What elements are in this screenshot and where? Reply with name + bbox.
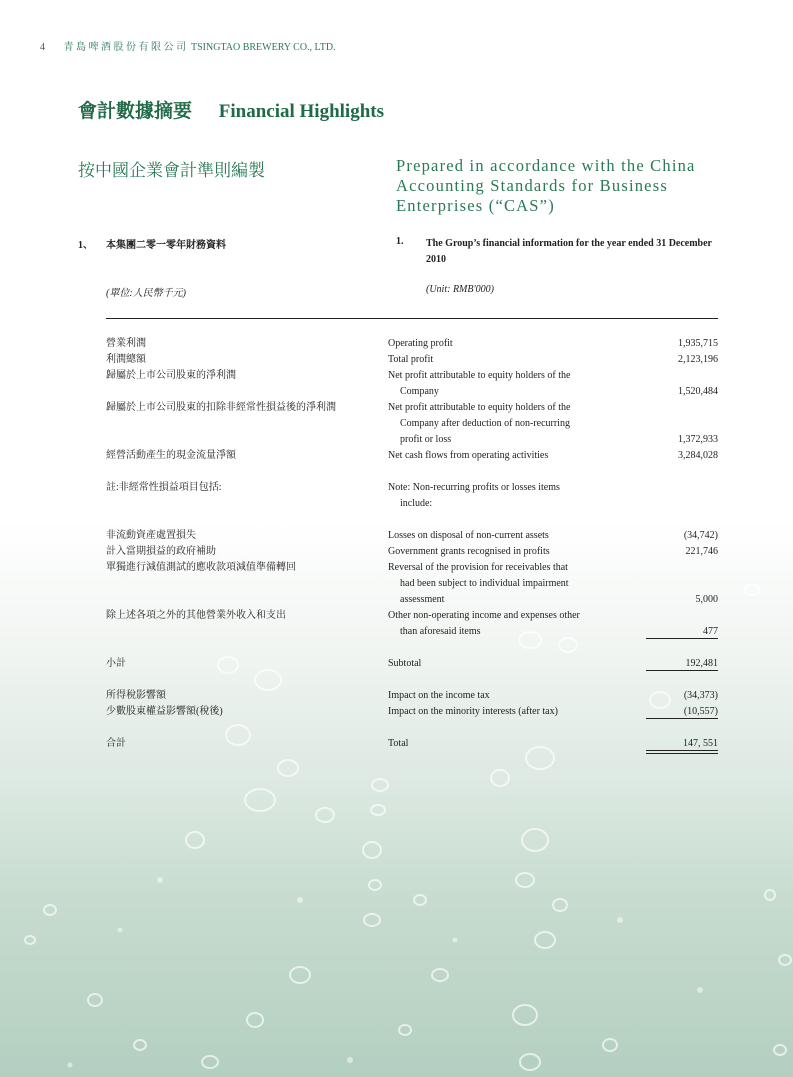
row-label-en bbox=[388, 736, 628, 752]
row-label-en-line: Total profit bbox=[388, 354, 434, 365]
table-top-rule bbox=[106, 318, 718, 319]
row-label-en bbox=[388, 656, 628, 672]
row-label-en bbox=[388, 400, 628, 448]
row-label-en-line: Total bbox=[388, 738, 409, 749]
row-value: 3,284,028 bbox=[678, 450, 718, 461]
section-title-en: The Group’s financial information for the year ended 31 December 2010 bbox=[426, 238, 712, 265]
page-title-cn: 會計數據摘要 bbox=[78, 101, 193, 122]
row-label-en-line: Impact on the income tax bbox=[388, 690, 490, 701]
row-label-cn: 註:非經常性損益項目包括: bbox=[106, 482, 222, 493]
row-label-en-line: assessment bbox=[400, 594, 445, 605]
section-number-en: 1. bbox=[396, 236, 404, 247]
row-label-en-line: Reversal of the provision for receivables that bbox=[388, 562, 568, 573]
total-double-underline bbox=[646, 753, 718, 754]
row-label-cn: 少數股東權益影響額(稅後) bbox=[106, 706, 223, 717]
row-label-en-line: Company bbox=[400, 386, 439, 397]
subtotal-rule bbox=[646, 638, 718, 639]
row-label-en bbox=[388, 544, 628, 560]
row-label-en bbox=[388, 528, 628, 544]
row-label-en-line: Other non-operating income and expenses other bbox=[388, 610, 580, 621]
total-underline bbox=[646, 750, 718, 751]
row-label-cn: 歸屬於上市公司股東的扣除非經常性損益後的淨利潤 bbox=[106, 402, 336, 413]
row-label-en-line: Subtotal bbox=[388, 658, 422, 669]
row-value: 477 bbox=[703, 626, 718, 637]
row-label-en-line: Losses on disposal of non-current assets bbox=[388, 530, 549, 541]
row-label-en bbox=[388, 688, 628, 704]
row-label-en-line: Net profit attributable to equity holders of the bbox=[388, 370, 571, 381]
row-value: 1,935,715 bbox=[678, 338, 718, 349]
row-value: 1,520,484 bbox=[678, 386, 718, 397]
section-number-cn: 1、 bbox=[78, 240, 93, 251]
subtitle-en: Prepared in accordance with the China Accounting Standards for Business Enterprises (“CAS”) bbox=[396, 156, 696, 215]
row-label-en-line: Net cash flows from operating activities bbox=[388, 450, 549, 461]
row-label-en bbox=[388, 336, 628, 352]
row-label-cn: 所得稅影響額 bbox=[106, 690, 166, 701]
row-label-en-line: Impact on the minority interests (after tax) bbox=[388, 706, 558, 717]
row-value: 192,481 bbox=[685, 658, 718, 669]
row-label-en-line: profit or loss bbox=[400, 434, 452, 445]
row-label-en-line: include: bbox=[400, 498, 433, 509]
row-label-cn: 除上述各項之外的其他營業外收入和支出 bbox=[106, 610, 286, 621]
row-label-en bbox=[388, 704, 628, 720]
row-label-cn: 營業利潤 bbox=[106, 338, 146, 349]
row-label-en-line: Note: Non-recurring profits or losses items bbox=[388, 482, 560, 493]
company-name-cn: 青 島 啤 酒 股 份 有 限 公 司 bbox=[63, 42, 186, 53]
page-title bbox=[78, 96, 384, 123]
row-label-en-line: Government grants recognised in profits bbox=[388, 546, 550, 557]
company-name-en: TSINGTAO BREWERY CO., LTD. bbox=[191, 42, 336, 53]
row-value: (10,557) bbox=[683, 706, 718, 717]
page-title-en: Financial Highlights bbox=[218, 101, 384, 122]
row-label-en-line: Operating profit bbox=[388, 338, 453, 349]
page-number: 4 bbox=[40, 42, 45, 53]
row-label-cn: 合計 bbox=[106, 738, 126, 749]
section-title-cn: 本集團二零一零年財務資料 bbox=[106, 240, 226, 251]
subtitle-cn: 按中國企業會計準則編製 bbox=[78, 161, 265, 180]
row-label-en-line: had been subject to individual impairment bbox=[400, 578, 569, 589]
row-label-cn: 非流動資產處置損失 bbox=[106, 530, 196, 541]
row-label-cn: 經營活動產生的現金流量淨額 bbox=[106, 450, 236, 461]
row-label-cn: 計入當期損益的政府補助 bbox=[106, 546, 216, 557]
unit-note-cn: (單位:人民幣千元) bbox=[106, 288, 186, 299]
running-header bbox=[40, 38, 336, 53]
row-value: (34,742) bbox=[683, 530, 718, 541]
impact-underline bbox=[646, 718, 718, 719]
row-label-en-line: Net profit attributable to equity holders of the bbox=[388, 402, 571, 413]
unit-note-en: (Unit: RMB'000) bbox=[426, 284, 494, 295]
row-label-en-line: than aforesaid items bbox=[400, 626, 481, 637]
row-label-en bbox=[388, 480, 628, 512]
row-label-en bbox=[388, 448, 628, 464]
row-value: 221,746 bbox=[685, 546, 718, 557]
row-value: 5,000 bbox=[695, 594, 718, 605]
row-value: 2,123,196 bbox=[678, 354, 718, 365]
row-label-cn: 歸屬於上市公司股東的淨利潤 bbox=[106, 370, 236, 381]
subtotal-underline bbox=[646, 670, 718, 671]
row-value: 1,372,933 bbox=[678, 434, 718, 445]
row-label-cn: 小計 bbox=[106, 658, 126, 669]
row-label-en bbox=[388, 608, 628, 640]
row-label-cn: 單獨進行減值測試的應收款項減值準備轉回 bbox=[106, 562, 296, 573]
row-label-cn: 利潤總額 bbox=[106, 354, 146, 365]
row-label-en bbox=[388, 560, 628, 608]
row-label-en bbox=[388, 352, 628, 368]
row-label-en-line: Company after deduction of non-recurring bbox=[400, 418, 570, 429]
row-value: 147, 551 bbox=[683, 738, 718, 749]
row-value: (34,373) bbox=[683, 690, 718, 701]
row-label-en bbox=[388, 368, 628, 400]
